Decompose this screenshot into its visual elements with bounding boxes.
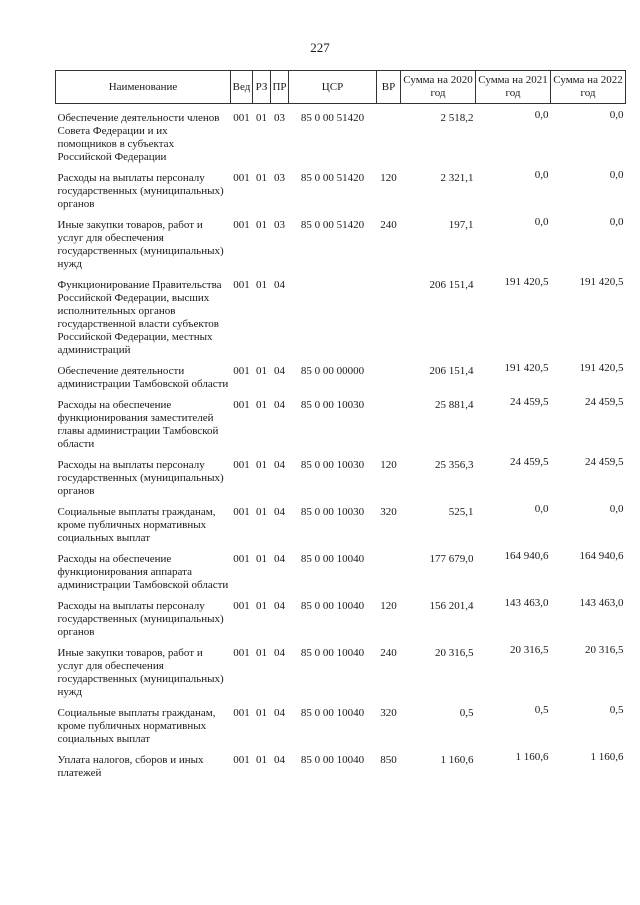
cell-pr: 04: [274, 553, 285, 565]
table-header-row: [56, 71, 626, 104]
cell-csr: 85 0 00 10040: [300, 707, 365, 719]
cell-vr: [377, 391, 401, 451]
cell-csr: 85 0 00 10030: [300, 459, 365, 471]
cell-sum-2020: 0,5: [459, 707, 474, 719]
cell-sum-2020: 206 151,4: [429, 279, 474, 291]
table-row: [56, 639, 626, 699]
cell-ved: 001: [233, 553, 250, 565]
cell-name: Расходы на выплаты персоналу государственных (муниципальных) органов: [57, 459, 224, 497]
table-body: [56, 104, 626, 781]
cell-pr: 03: [274, 112, 285, 124]
cell-sum-2020: 20 316,5: [435, 647, 474, 659]
cell-csr: 85 0 00 10040: [300, 600, 365, 612]
cell-vr: [377, 271, 401, 357]
header-sum-2022: Сумма на 2022 год: [551, 71, 626, 104]
cell-vr: 850: [380, 754, 397, 766]
cell-ved: 001: [233, 279, 250, 291]
cell-csr: 85 0 00 10040: [300, 553, 365, 565]
header-vr: ВР: [377, 71, 401, 104]
table-row: [56, 391, 626, 451]
cell-pr: 04: [274, 365, 285, 377]
cell-csr: 85 0 00 51420: [300, 112, 365, 124]
cell-sum-2021: 1 160,6: [515, 751, 549, 763]
cell-rz: 01: [256, 553, 267, 565]
cell-ved: 001: [233, 506, 250, 518]
cell-sum-2020: 25 356,3: [435, 459, 474, 471]
cell-pr: 04: [274, 707, 285, 719]
header-sum-2020: Сумма на 2020 год: [401, 71, 476, 104]
cell-csr: [289, 271, 377, 357]
cell-sum-2020: 1 160,6: [440, 754, 474, 766]
cell-pr: 04: [274, 647, 285, 659]
cell-ved: 001: [233, 399, 250, 411]
cell-ved: 001: [233, 647, 250, 659]
cell-pr: 04: [274, 459, 285, 471]
cell-rz: 01: [256, 754, 267, 766]
cell-sum-2021: 191 420,5: [504, 276, 549, 288]
cell-csr: 85 0 00 10030: [300, 506, 365, 518]
cell-sum-2022: 0,0: [609, 109, 624, 121]
cell-sum-2021: 20 316,5: [510, 644, 549, 656]
header-pr: ПР: [271, 71, 289, 104]
cell-name: Расходы на обеспечение функционирования заместителей главы администрации Тамбовской области: [57, 399, 219, 450]
cell-csr: 85 0 00 00000: [300, 365, 365, 377]
cell-ved: 001: [233, 600, 250, 612]
cell-pr: 04: [274, 600, 285, 612]
header-rz: РЗ: [253, 71, 271, 104]
header-sum-2021: Сумма на 2021 год: [476, 71, 551, 104]
cell-sum-2021: 0,0: [534, 503, 549, 515]
cell-vr: [377, 104, 401, 165]
cell-name: Уплата налогов, сборов и иных платежей: [57, 754, 204, 779]
table-row: [56, 498, 626, 545]
cell-name: Иные закупки товаров, работ и услуг для обеспечения государственных (муниципальных) нужд: [57, 647, 224, 698]
cell-csr: 85 0 00 51420: [300, 172, 365, 184]
cell-csr: 85 0 00 10030: [300, 399, 365, 411]
cell-sum-2021: 164 940,6: [504, 550, 549, 562]
cell-pr: 04: [274, 506, 285, 518]
cell-sum-2020: 2 321,1: [440, 172, 474, 184]
header-name: Наименование: [56, 71, 231, 104]
cell-sum-2022: 1 160,6: [590, 751, 624, 763]
cell-pr: 04: [274, 754, 285, 766]
page-number: 227: [310, 40, 330, 55]
cell-rz: 01: [256, 506, 267, 518]
cell-rz: 01: [256, 647, 267, 659]
cell-sum-2021: 0,0: [534, 169, 549, 181]
cell-name: Обеспечение деятельности администрации Тамбовской области: [57, 365, 229, 390]
cell-sum-2022: 0,0: [609, 216, 624, 228]
table-row: [56, 545, 626, 592]
cell-sum-2022: 0,0: [609, 169, 624, 181]
cell-sum-2022: 191 420,5: [579, 276, 624, 288]
cell-ved: 001: [233, 172, 250, 184]
cell-name: Функционирование Правительства Российской Федерации, высших исполнительных органов государственной власти субъектов Российской Федерации, местных администраций: [57, 279, 222, 356]
cell-sum-2022: 0,0: [609, 503, 624, 515]
cell-name: Расходы на выплаты персоналу государственных (муниципальных) органов: [57, 172, 224, 210]
cell-sum-2021: 191 420,5: [504, 362, 549, 374]
cell-rz: 01: [256, 112, 267, 124]
cell-vr: 320: [380, 707, 397, 719]
cell-csr: 85 0 00 10040: [300, 647, 365, 659]
cell-sum-2020: 177 679,0: [429, 553, 474, 565]
cell-pr: 03: [274, 219, 285, 231]
table-row: [56, 271, 626, 357]
table-row: [56, 357, 626, 391]
cell-sum-2020: 156 201,4: [429, 600, 474, 612]
cell-vr: 120: [380, 172, 397, 184]
cell-ved: 001: [233, 459, 250, 471]
cell-rz: 01: [256, 399, 267, 411]
cell-rz: 01: [256, 279, 267, 291]
cell-sum-2020: 25 881,4: [435, 399, 474, 411]
cell-ved: 001: [233, 365, 250, 377]
table-row: [56, 746, 626, 780]
cell-sum-2022: 191 420,5: [579, 362, 624, 374]
cell-vr: [377, 545, 401, 592]
table-row: [56, 592, 626, 639]
cell-sum-2021: 0,5: [534, 704, 549, 716]
cell-sum-2020: 2 518,2: [440, 112, 474, 124]
cell-pr: 04: [274, 399, 285, 411]
cell-rz: 01: [256, 365, 267, 377]
cell-vr: 240: [380, 647, 397, 659]
budget-table: [55, 70, 626, 780]
table-row: [56, 699, 626, 746]
cell-name: Расходы на обеспечение функционирования аппарата администрации Тамбовской области: [57, 553, 229, 591]
cell-sum-2022: 24 459,5: [585, 456, 624, 468]
cell-sum-2020: 525,1: [448, 506, 474, 518]
cell-sum-2021: 0,0: [534, 216, 549, 228]
cell-name: Иные закупки товаров, работ и услуг для обеспечения государственных (муниципальных) нужд: [57, 219, 224, 270]
cell-pr: 04: [274, 279, 285, 291]
cell-name: Обеспечение деятельности членов Совета Федерации и их помощников в субъектах Российской Федерации: [57, 112, 220, 163]
cell-rz: 01: [256, 219, 267, 231]
cell-sum-2022: 143 463,0: [579, 597, 624, 609]
cell-pr: 03: [274, 172, 285, 184]
table-row: [56, 211, 626, 271]
cell-sum-2022: 164 940,6: [579, 550, 624, 562]
cell-sum-2021: 143 463,0: [504, 597, 549, 609]
cell-name: Социальные выплаты гражданам, кроме публичных нормативных социальных выплат: [57, 506, 216, 544]
header-ved: Вед: [231, 71, 253, 104]
cell-vr: [377, 357, 401, 391]
cell-ved: 001: [233, 707, 250, 719]
cell-rz: 01: [256, 600, 267, 612]
cell-vr: 320: [380, 506, 397, 518]
cell-ved: 001: [233, 754, 250, 766]
cell-sum-2021: 24 459,5: [510, 456, 549, 468]
cell-sum-2022: 20 316,5: [585, 644, 624, 656]
cell-sum-2022: 24 459,5: [585, 396, 624, 408]
cell-sum-2020: 206 151,4: [429, 365, 474, 377]
cell-name: Расходы на выплаты персоналу государственных (муниципальных) органов: [57, 600, 224, 638]
cell-rz: 01: [256, 459, 267, 471]
cell-sum-2021: 0,0: [534, 109, 549, 121]
cell-sum-2021: 24 459,5: [510, 396, 549, 408]
cell-ved: 001: [233, 112, 250, 124]
cell-vr: 240: [380, 219, 397, 231]
cell-rz: 01: [256, 707, 267, 719]
cell-sum-2020: 197,1: [448, 219, 474, 231]
cell-vr: 120: [380, 459, 397, 471]
cell-rz: 01: [256, 172, 267, 184]
cell-name: Социальные выплаты гражданам, кроме публичных нормативных социальных выплат: [57, 707, 216, 745]
table-row: [56, 164, 626, 211]
table-row: [56, 451, 626, 498]
header-csr: ЦСР: [289, 71, 377, 104]
cell-csr: 85 0 00 51420: [300, 219, 365, 231]
cell-ved: 001: [233, 219, 250, 231]
cell-vr: 120: [380, 600, 397, 612]
table-row: [56, 104, 626, 165]
cell-sum-2022: 0,5: [609, 704, 624, 716]
cell-csr: 85 0 00 10040: [300, 754, 365, 766]
